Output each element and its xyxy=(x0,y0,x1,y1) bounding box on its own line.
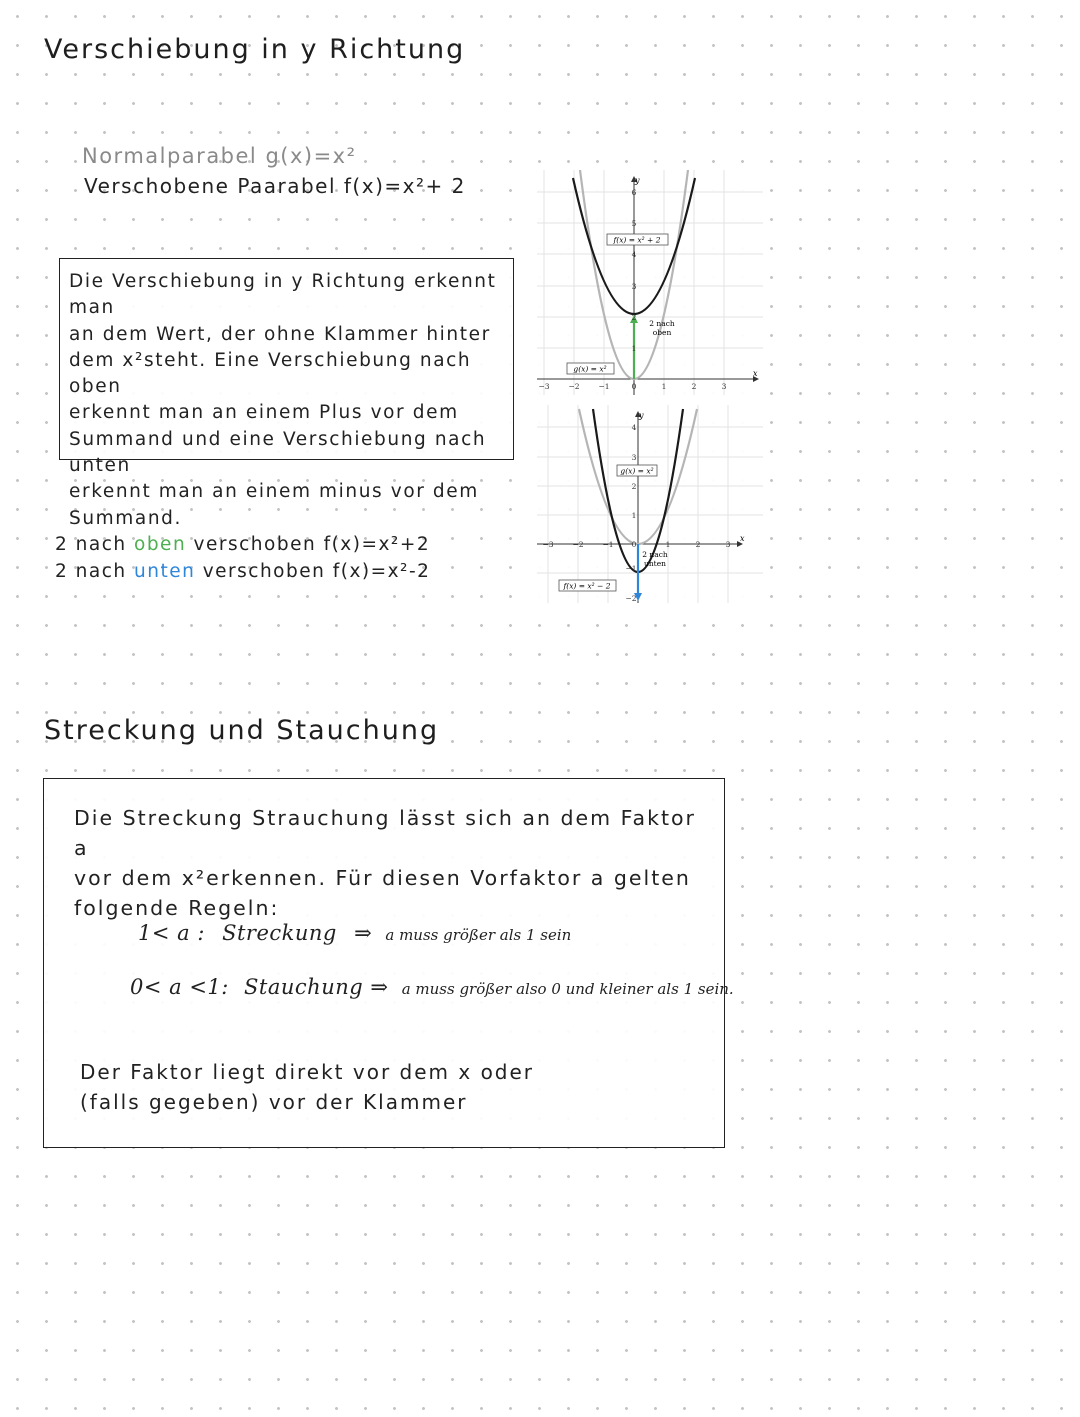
y-tick: 5 xyxy=(631,219,637,228)
x-tick: −3 xyxy=(538,382,550,391)
y-tick: 2 xyxy=(631,313,637,322)
x-tick: −1 xyxy=(598,382,610,391)
x-tick: 2 xyxy=(691,382,697,391)
intro-line: vor dem x²erkennen. Für diesen Vorfaktor a gelten xyxy=(74,866,691,890)
shifted-parabola-label: Verschobene Paarabel f(x)=x²+ 2 xyxy=(84,174,466,198)
annotation-line2: oben xyxy=(652,328,672,337)
intro-line: folgende Regeln: xyxy=(74,896,280,920)
word-up: oben xyxy=(134,534,187,555)
y-tick: 4 xyxy=(631,423,637,432)
y-tick: 2 xyxy=(631,482,637,491)
rule-compress: 0< a <1: Stauchung ⇒ a muss größer also 0 und kleiner als 1 sein. xyxy=(130,975,734,999)
x-axis-label: x xyxy=(740,534,745,543)
box-line: Die Verschiebung in y Richtung erkennt man xyxy=(69,271,497,319)
graph-shift-down xyxy=(537,405,763,603)
annotation-line1: 2 nach xyxy=(642,550,668,559)
y-tick: −2 xyxy=(625,594,637,603)
y-tick: 6 xyxy=(631,188,637,197)
box-line: dem x²steht. Eine Verschiebung nach oben xyxy=(69,349,472,398)
x-tick: 3 xyxy=(721,382,727,391)
x-axis-label: x xyxy=(753,369,758,378)
box-line: an dem Wert, der ohne Klammer hinter xyxy=(69,323,491,345)
example-up: 2 nach oben verschoben f(x)=x²+2 xyxy=(55,534,431,555)
y-tick: 3 xyxy=(631,282,637,291)
y-tick: 1 xyxy=(631,344,637,353)
word-down: unten xyxy=(134,561,196,582)
y-tick: −1 xyxy=(625,564,637,573)
normal-parabola-label: Normalparabel g(x)=x² xyxy=(82,144,357,168)
outro xyxy=(80,1057,534,1117)
stretch-explanation-box xyxy=(43,778,734,1148)
box-line: erkennt man an einem minus vor dem xyxy=(69,481,479,503)
x-tick: −2 xyxy=(572,540,584,549)
example-down: 2 nach unten verschoben f(x)=x²-2 xyxy=(55,561,431,582)
y-tick: 3 xyxy=(631,453,637,462)
section-title-stretch: Streckung und Stauchung xyxy=(44,715,440,746)
y-axis-label: y xyxy=(639,411,644,420)
f-label: f(x) = x² − 2 xyxy=(563,581,611,591)
f-label: f(x) = x² + 2 xyxy=(613,235,661,245)
y-axis-label: y xyxy=(635,176,640,185)
graph-shift-down-svg xyxy=(537,405,763,603)
shift-explanation-box xyxy=(59,258,514,529)
annotation-line2: unten xyxy=(644,559,666,568)
x-tick: −1 xyxy=(602,540,614,549)
x-tick: 2 xyxy=(695,540,701,549)
box-line: Summand und eine Verschiebung nach unten xyxy=(69,428,487,477)
x-tick: 0 xyxy=(631,382,637,391)
graph-shift-up-svg xyxy=(537,170,763,395)
outro-line: (falls gegeben) vor der Klammer xyxy=(80,1090,468,1114)
g-label: g(x) = x² xyxy=(620,466,654,476)
graph-shift-up xyxy=(537,170,763,395)
y-tick: 1 xyxy=(631,511,637,520)
y-tick: 4 xyxy=(631,250,637,259)
x-tick: 3 xyxy=(725,540,731,549)
rule-stretch: 1< a : Streckung ⇒ a muss größer als 1 sein xyxy=(138,921,572,945)
annotation-line1: 2 nach xyxy=(649,319,675,328)
outro-line: Der Faktor liegt direkt vor dem x oder xyxy=(80,1060,535,1084)
intro-line: Die Streckung Strauchung lässt sich an dem Faktor a xyxy=(74,806,696,860)
box-line: Summand. xyxy=(69,507,182,529)
x-tick: −2 xyxy=(568,382,580,391)
g-label: g(x) = x² xyxy=(573,364,607,374)
x-tick: −3 xyxy=(542,540,554,549)
x-tick: 0 xyxy=(631,540,637,549)
x-tick: 1 xyxy=(661,382,667,391)
box-line: erkennt man an einem Plus vor dem xyxy=(69,402,459,424)
section-title-shift: Verschiebung in y Richtung xyxy=(44,34,466,65)
x-tick: 1 xyxy=(665,540,671,549)
